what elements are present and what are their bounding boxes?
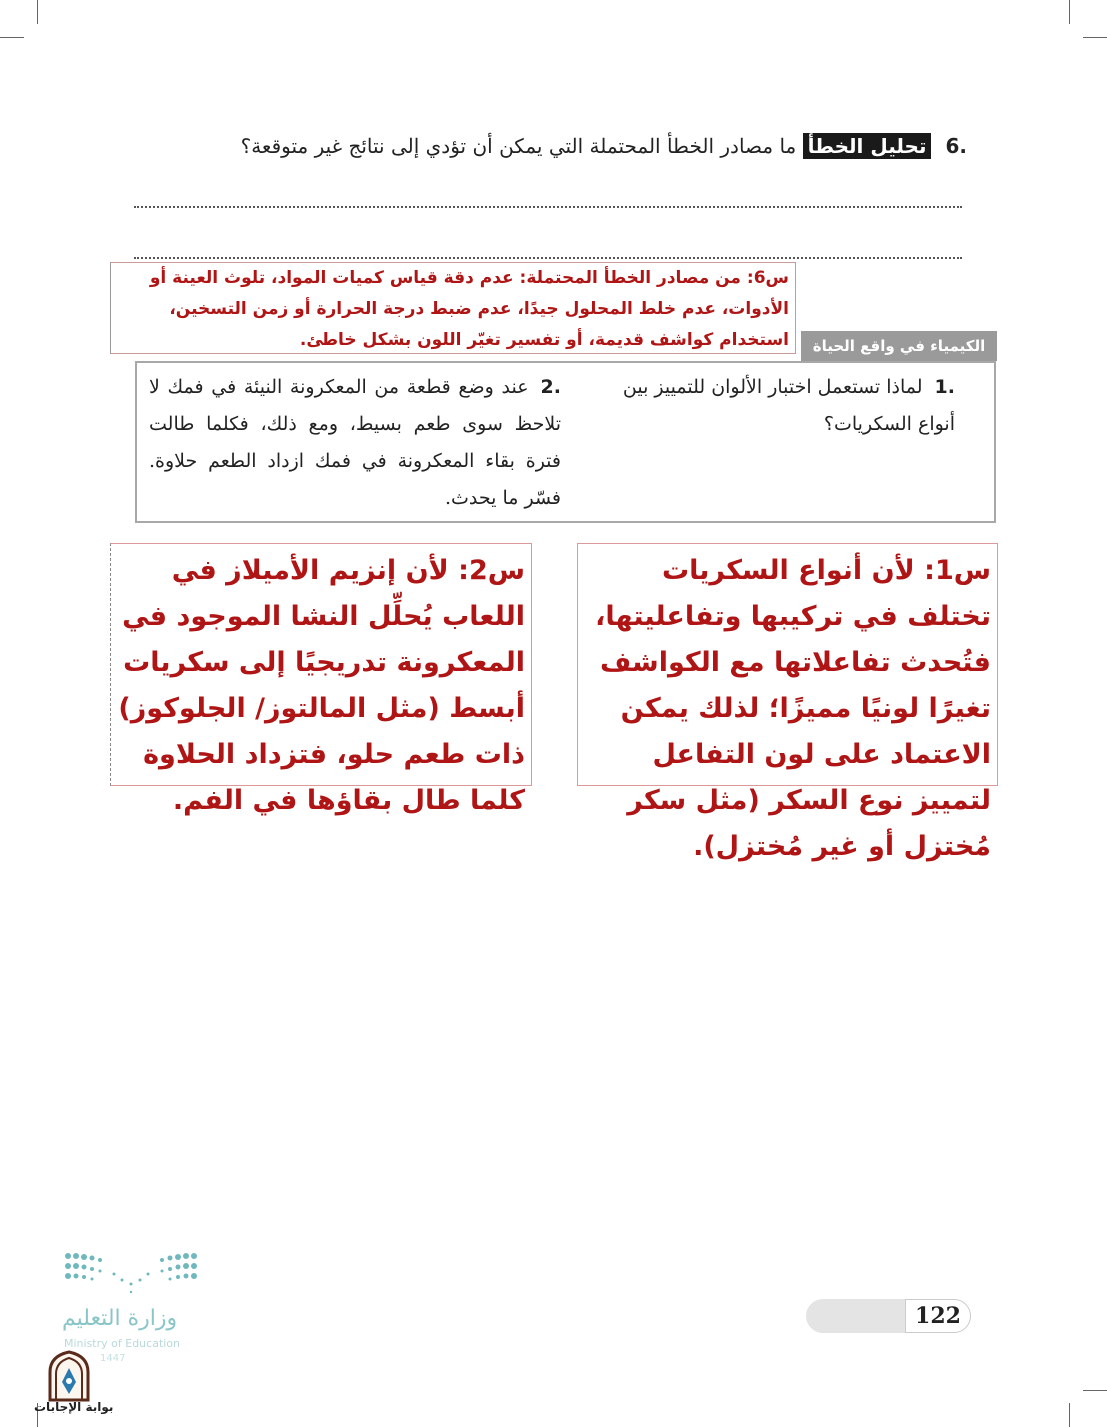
crop-mark <box>37 0 38 24</box>
error-analysis-tag: تحليل الخطأ <box>803 133 932 159</box>
question-text: لماذا تستعمل اختبار الألوان للتمييز بين أنواع السكريات؟ <box>622 376 955 435</box>
answer-prefix: س1 <box>934 555 991 586</box>
crop-mark <box>1069 0 1070 24</box>
question-1 <box>595 369 955 443</box>
question-text: ما مصادر الخطأ المحتملة التي يمكن أن تؤدي إلى نتائج غير متوقعة؟ <box>240 134 797 158</box>
answer-prefix: س6 <box>753 268 789 288</box>
question-number: .1 <box>934 376 955 398</box>
answer-1-box <box>577 543 998 862</box>
ministry-year: 1447 <box>100 1353 126 1364</box>
page-number: 122 <box>905 1299 971 1333</box>
answer-line <box>134 257 962 259</box>
ministry-logo-icon <box>64 1250 204 1298</box>
answer-line <box>134 206 962 208</box>
portal-label: بوابة الإجابات <box>34 1400 114 1414</box>
question-number: .2 <box>540 376 561 398</box>
answer-6-box <box>110 262 796 354</box>
ministry-name-english: Ministry of Education <box>64 1337 181 1350</box>
crop-mark <box>1069 1403 1070 1427</box>
crop-mark <box>0 37 24 38</box>
answer-text: : من مصادر الخطأ المحتملة: عدم دقة قياس كميات المواد، تلوث العينة أو الأدوات، عدم خلط المحلول جيدًا، عدم ضبط درجة الحرارة أو زمن التسخين، استخدام كواشف قديمة، أو تفسير تغيّر اللون بشكل خاطئ. <box>149 268 789 350</box>
section-tag: الكيمياء في واقع الحياة <box>801 331 997 361</box>
ministry-name-arabic: وزارة التعليم <box>62 1306 178 1331</box>
question-number: .6 <box>945 134 967 158</box>
answer-text: س2: لأن إنزيم الأميلاز في اللعاب يُحلِّل النشا الموجود في المعكرونة تدريجيًا إلى سكريات أبسط (مثل المالتوز/ الجلوكوز) ذات طعم حلو، فتزداد الحلاوة كلما طال بقاؤها في الفم. <box>118 555 525 816</box>
crop-mark <box>1083 37 1107 38</box>
portal-logo-icon <box>46 1350 92 1402</box>
answer-text: : لأن أنواع السكريات تختلف في تركيبها وتفاعليتها، فتُحدث تفاعلاتها مع الكواشف تغيرًا لونيًا مميزًا؛ لذلك يمكن الاعتماد على لون التفاعل لتمييز نوع السكر (مثل سكر مُختزل أو غير مُختزل). <box>595 555 991 862</box>
crop-mark <box>1083 1390 1107 1391</box>
answer-2-box <box>110 543 532 816</box>
question-2 <box>149 369 561 517</box>
question-text: عند وضع قطعة من المعكرونة النيئة في فمك لا تلاحظ سوى طعم بسيط، ومع ذلك، فكلما طالت فترة بقاء المعكرونة في فمك ازداد الطعم حلاوة. فسّر ما يحدث. <box>149 376 561 509</box>
question-6 <box>107 128 967 164</box>
